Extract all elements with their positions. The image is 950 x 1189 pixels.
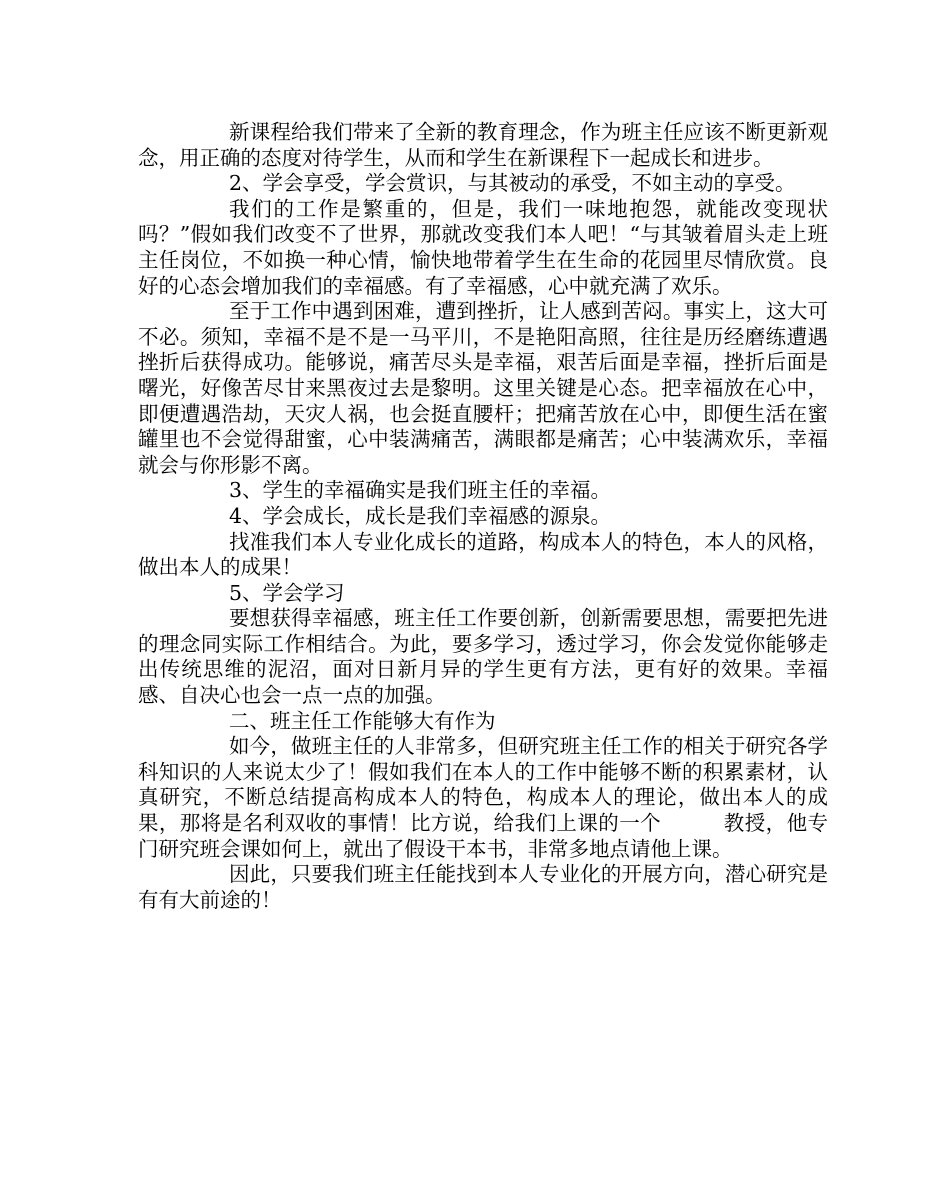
paragraph: 2、学会享受，学会赏识，与其被动的承受，不如主动的享受。 bbox=[229, 171, 796, 196]
paragraph: 3、学生的幸福确实是我们班主任的幸福。 bbox=[229, 478, 612, 503]
paragraph: 至于工作中遇到困难，遭到挫折，让人感到苦闷。事实上，这大可不必。须知，幸福不是不是一马平川，不是艳阳高照，往往是历经磨练遭遇挫折后获得成功。能够说，痛苦尽头是幸福，艰苦后面是幸福，挫折后面是曙光，好像苦尽甘来黑夜过去是黎明。这里关键是心态。把幸福放在心中，即便遭遇浩劫，天灾人祸，也会挺直腰杆；把痛苦放在心中，即便生活在蜜罐里也不会觉得甜蜜，心中装满痛苦，满眼都是痛苦；心中装满欢乐，幸福就会与你形影不离。 bbox=[138, 299, 828, 477]
document-body bbox=[138, 120, 828, 913]
paragraph: 我们的工作是繁重的，但是，我们一味地抱怨，就能改变现状吗？”假如我们改变不了世界，那就改变我们本人吧！“与其皱着眉头走上班主任岗位，不如换一种心情，愉快地带着学生在生命的花园里尽情欣赏。良好的心态会增加我们的幸福感。有了幸福感，心中就充满了欢乐。 bbox=[138, 196, 828, 298]
section-heading: 二、班主任工作能够大有作为 bbox=[229, 708, 496, 733]
paragraph: 如今，做班主任的人非常多，但研究班主任工作的相关于研究各学科知识的人来说太少了！假如我们在本人的工作中能够不断的积累素材，认真研究，不断总结提高构成本人的特色，构成本人的理论，做出本人的成果，那将是名利双收的事情！比方说，给我们上课的一个 教授，他专门研究班会课如何上，就出了假设干本书，非常多地点请他上课。 bbox=[138, 734, 828, 861]
paragraph: 5、学会学习 bbox=[229, 580, 345, 605]
paragraph: 因此，只要我们班主任能找到本人专业化的开展方向，潜心研究是有有大前途的！ bbox=[138, 862, 828, 912]
paragraph: 新课程给我们带来了全新的教育理念，作为班主任应该不断更新观念，用正确的态度对待学生，从而和学生在新课程下一起成长和进步。 bbox=[138, 120, 828, 170]
paragraph: 找准我们本人专业化成长的道路，构成本人的特色，本人的风格，做出本人的成果！ bbox=[138, 529, 828, 580]
paragraph: 4、学会成长，成长是我们幸福感的源泉。 bbox=[229, 503, 612, 528]
paragraph: 要想获得幸福感，班主任工作要创新，创新需要思想，需要把先进的理念同实际工作相结合。为此，要多学习，透过学习，你会发觉你能够走出传统思维的泥沼，面对日新月异的学生更有方法，更有好的效果。幸福感、自决心也会一点一点的加强。 bbox=[138, 606, 828, 708]
